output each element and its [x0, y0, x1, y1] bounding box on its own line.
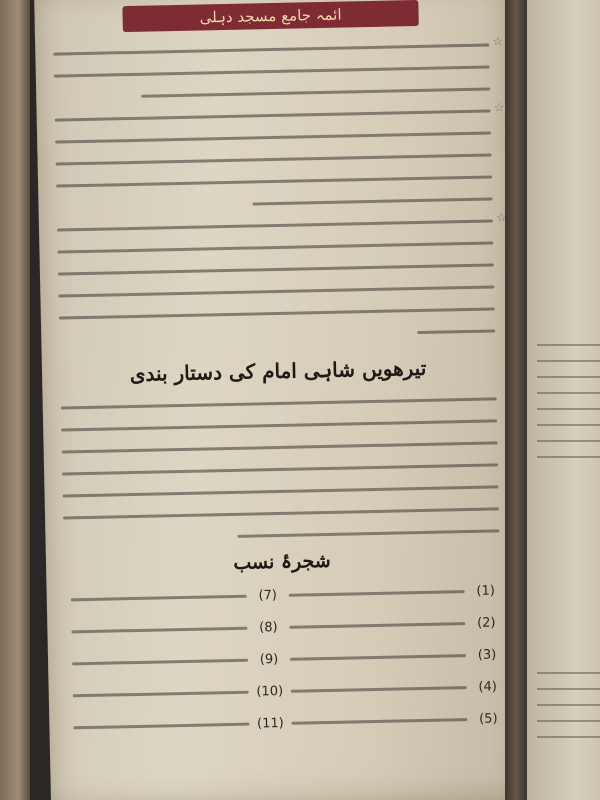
lineage-heading: شجرۂ نسب — [233, 549, 331, 574]
text-line — [63, 507, 499, 519]
lineage-list — [64, 574, 503, 743]
text-line — [253, 197, 493, 205]
lineage-number: (4) — [478, 678, 498, 695]
lineage-number: (5) — [478, 710, 498, 727]
plaque-board — [34, 0, 527, 800]
section-heading: تیرھویں شاہی امام کی دستار بندی — [129, 355, 427, 387]
paragraph-2 — [55, 109, 493, 209]
text-line — [62, 463, 498, 475]
text-line — [63, 485, 499, 497]
paragraph-3 — [57, 219, 495, 341]
lineage-number: (9) — [259, 651, 279, 667]
paragraph-1 — [53, 43, 490, 99]
lineage-number: (1) — [476, 582, 496, 599]
text-line — [57, 219, 493, 231]
text-line — [55, 131, 491, 143]
text-line — [57, 241, 493, 253]
text-line — [56, 175, 492, 187]
plaque-text-area — [52, 0, 503, 743]
paragraph-4 — [61, 397, 500, 541]
text-line — [417, 329, 496, 334]
text-line — [59, 307, 495, 319]
text-line — [53, 43, 489, 55]
lineage-number: (2) — [476, 614, 496, 631]
wooden-frame-left — [0, 0, 30, 800]
header-title: ائمہ جامع مسجد دہلی — [122, 0, 418, 32]
text-line — [58, 285, 494, 297]
lineage-number: (11) — [256, 715, 284, 731]
lineage-number: (7) — [258, 587, 278, 603]
text-line — [58, 263, 494, 275]
adjacent-plaque — [527, 0, 600, 800]
lineage-number: (3) — [477, 646, 497, 663]
text-line — [61, 419, 497, 431]
text-line — [54, 65, 490, 77]
text-line — [238, 529, 500, 537]
text-line — [61, 397, 497, 409]
wooden-frame-divider — [505, 0, 527, 800]
text-line — [141, 87, 490, 97]
lineage-number: (8) — [259, 619, 278, 635]
text-line — [56, 153, 492, 165]
text-line — [62, 441, 498, 453]
text-line — [55, 109, 491, 121]
lineage-number: (10) — [256, 683, 284, 699]
